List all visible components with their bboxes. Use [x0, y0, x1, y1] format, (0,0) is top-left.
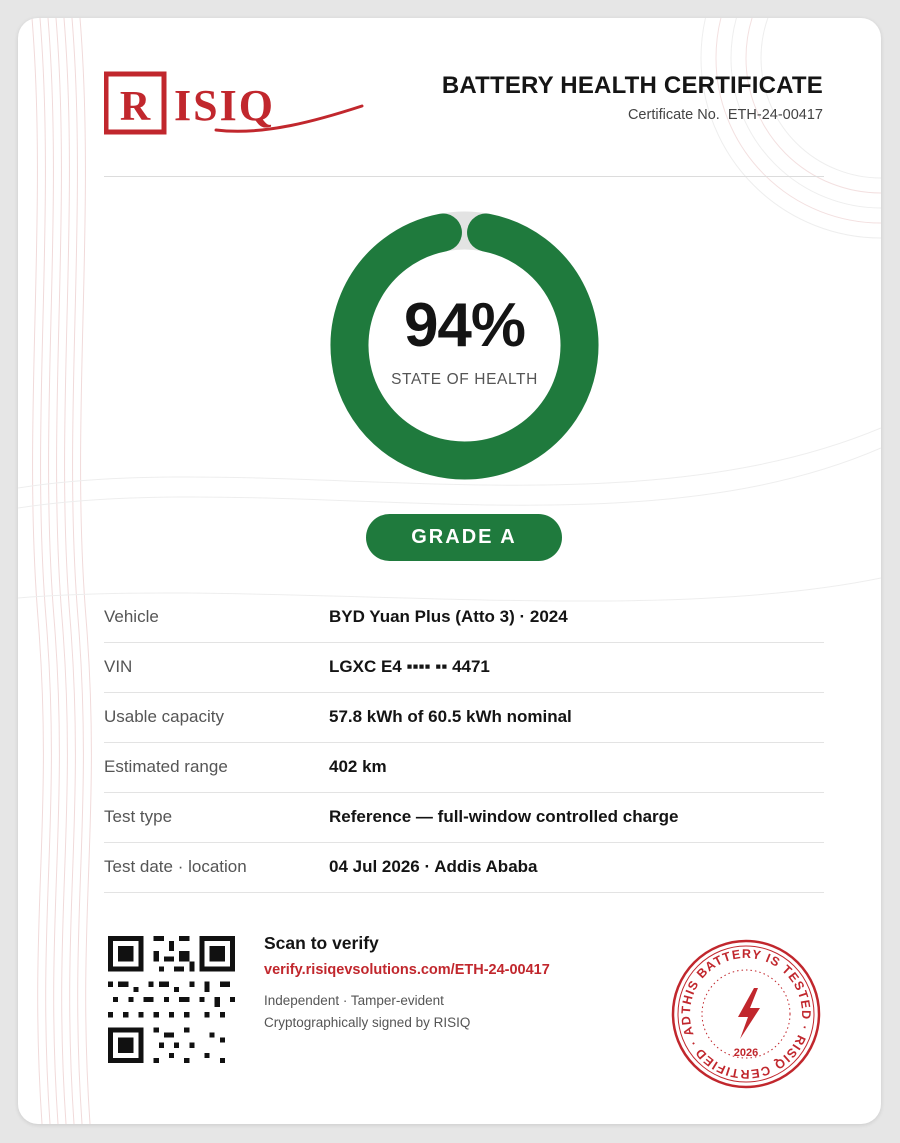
detail-label: Vehicle: [104, 607, 159, 626]
verify-link[interactable]: verify.risiqevsolutions.com/ETH-24-00417: [264, 962, 550, 978]
detail-label: Estimated range: [104, 757, 228, 776]
detail-label: Test type: [104, 807, 173, 826]
certificate-number: ETH-24-00417: [727, 107, 823, 123]
svg-text:2026: 2026: [733, 1047, 759, 1059]
detail-value: 57.8 kWh of 60.5 kWh nominal: [329, 707, 572, 726]
certificate-card: [18, 18, 881, 1124]
detail-value: 04 Jul 2026 · Addis Ababa: [329, 857, 538, 876]
detail-row-test-type: [104, 792, 824, 843]
detail-row-test-date-location: [104, 842, 824, 893]
detail-value: LGXC E4 ▪▪▪▪ ▪▪ 4471: [329, 657, 490, 676]
detail-row-vin: [104, 642, 824, 693]
verify-note-2: Cryptographically signed by RISIQ: [264, 1015, 471, 1030]
svg-text:ISIQ: ISIQ: [174, 81, 275, 130]
svg-text:THIS BATTERY IS TESTED · RISIQ: THIS BATTERY IS TESTED · RISIQ CERTIFIED · AD: [678, 946, 814, 1082]
detail-label: Usable capacity: [104, 707, 225, 726]
verify-heading: Scan to verify: [264, 933, 379, 953]
verify-note-1: Independent · Tamper-evident: [264, 993, 444, 1008]
detail-value: 402 km: [329, 757, 387, 776]
detail-label: VIN: [104, 657, 133, 676]
state-of-health-value: 94%: [403, 291, 526, 360]
qr-code-icon[interactable]: [108, 936, 235, 1063]
detail-value: BYD Yuan Plus (Atto 3) · 2024: [329, 607, 568, 626]
certificate-number-label: Certificate No.: [627, 107, 720, 123]
detail-label: Test date · location: [104, 857, 247, 876]
svg-text:R: R: [119, 84, 151, 130]
detail-row-usable-capacity: [104, 692, 824, 743]
detail-row-estimated-range: [104, 742, 824, 793]
lightning-bolt-icon: [738, 988, 760, 1039]
detail-row-vehicle: [104, 592, 824, 643]
risiq-logo: [104, 70, 366, 140]
header-divider: [104, 176, 824, 177]
state-of-health-label: STATE OF HEALTH: [391, 371, 538, 388]
certified-seal-stamp: [670, 938, 822, 1090]
detail-value: Reference — full-window controlled charge: [329, 807, 679, 826]
certificate-title: BATTERY HEALTH CERTIFICATE: [441, 72, 823, 99]
grade-badge: GRADE A: [366, 514, 562, 561]
certificate-number-line: [628, 107, 823, 123]
